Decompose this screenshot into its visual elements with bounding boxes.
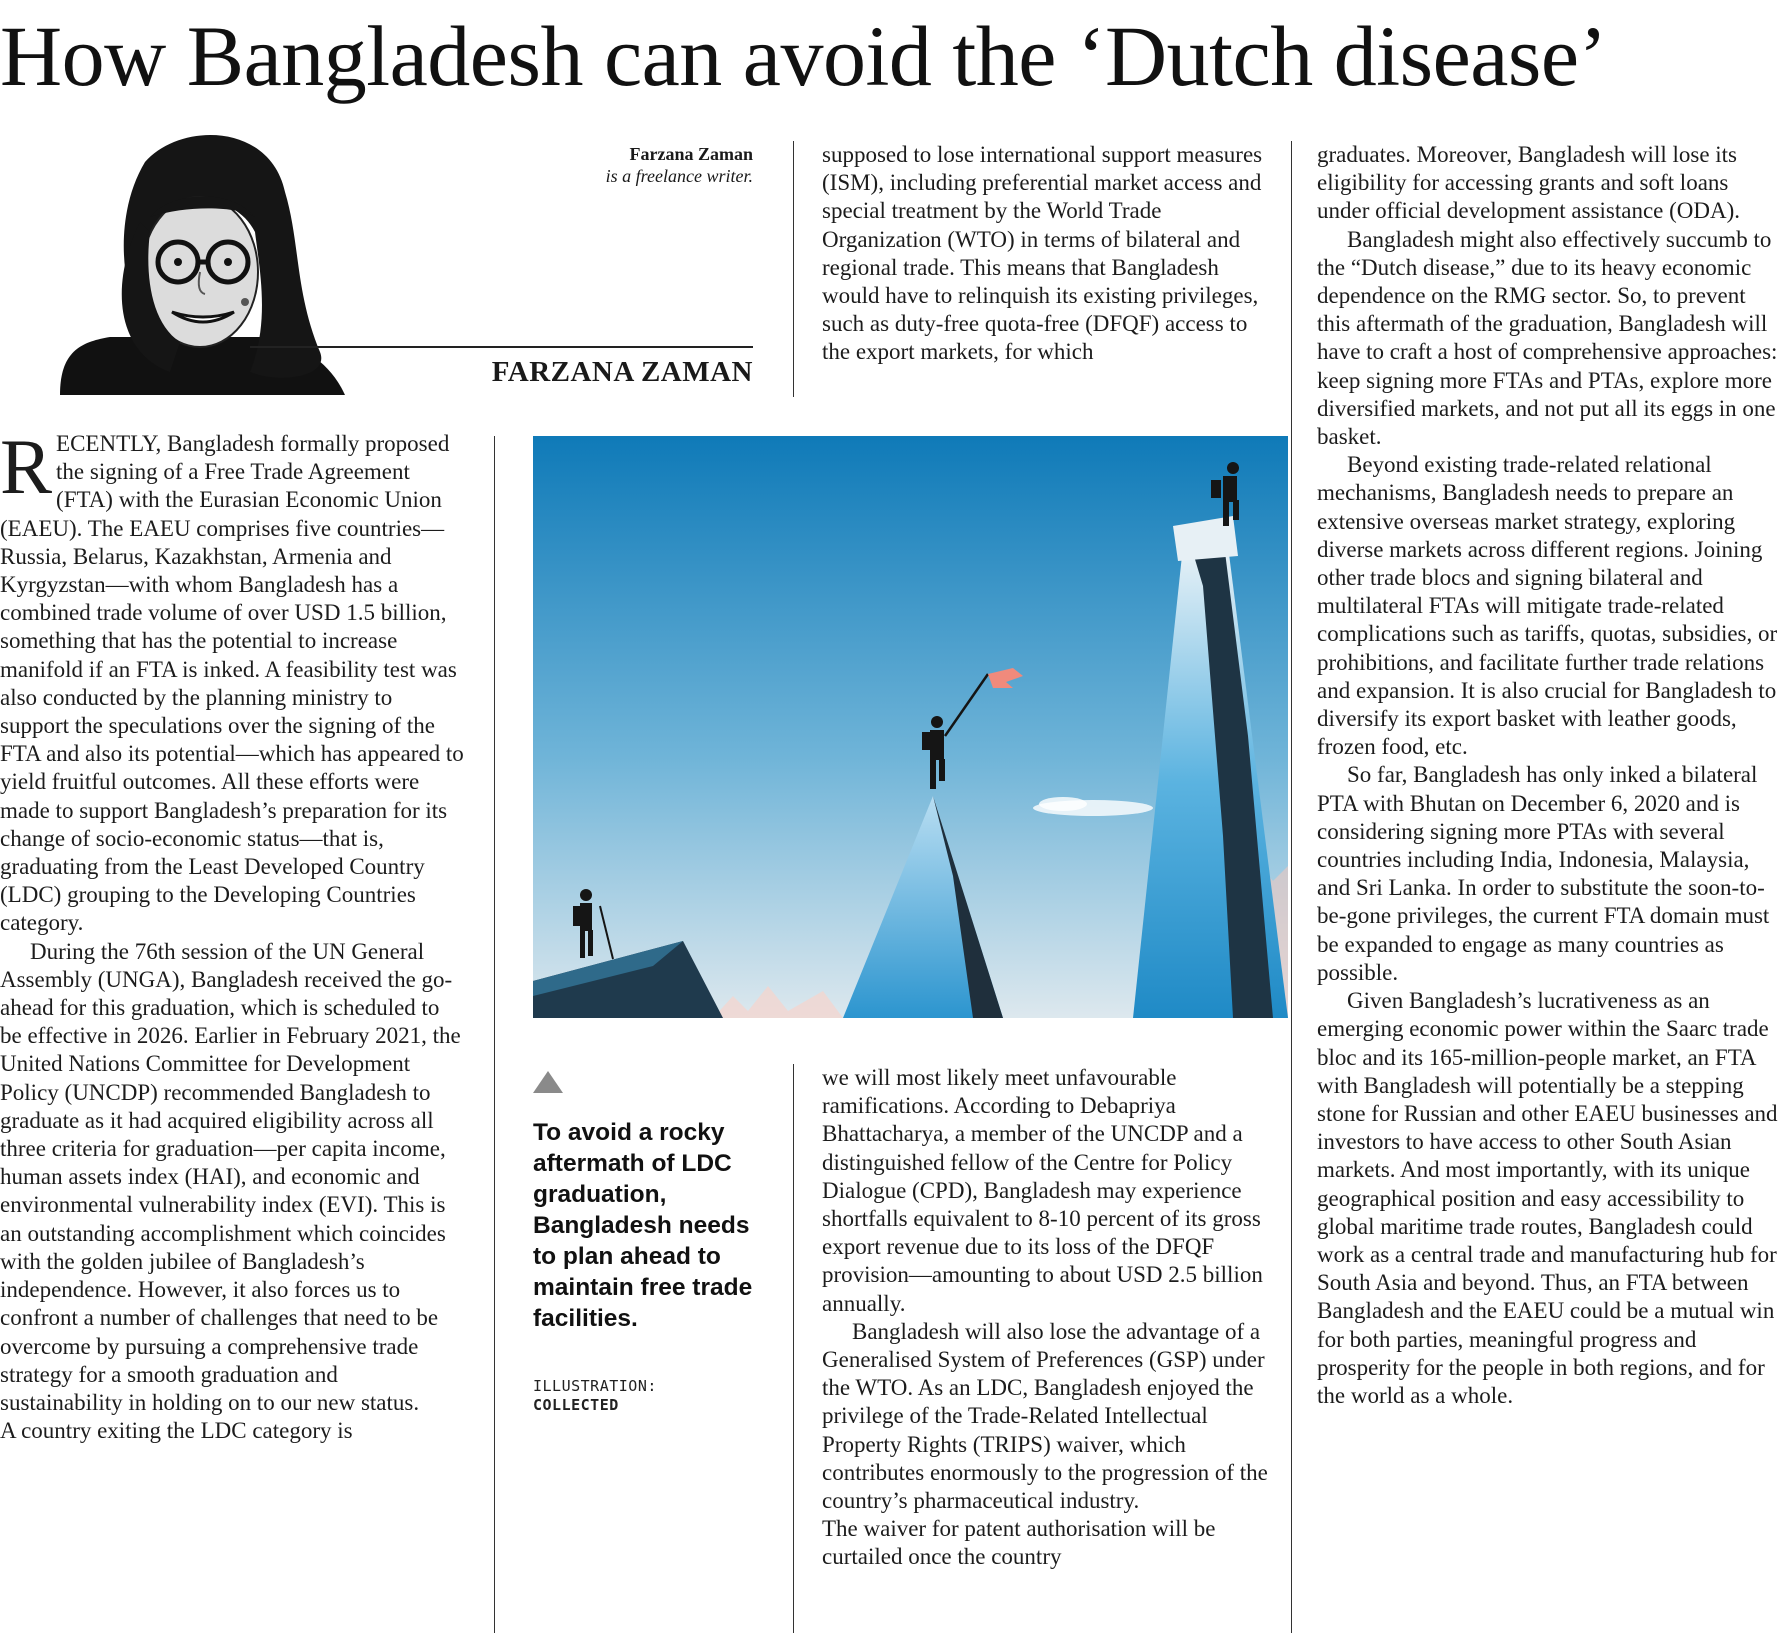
author-info xyxy=(440,143,753,187)
credit-label: ILLUSTRATION: xyxy=(533,1377,657,1395)
author-role: is a freelance writer. xyxy=(605,166,753,186)
article-column-3 xyxy=(1317,141,1779,1410)
byline-divider xyxy=(250,346,753,348)
article-column-2-bottom xyxy=(822,1064,1284,1572)
article-column-1 xyxy=(0,423,466,1445)
article-column-2-top xyxy=(822,141,1267,367)
author-name: Farzana Zaman xyxy=(629,144,753,164)
illustration-mountain-climbers xyxy=(533,436,1288,1018)
column-divider xyxy=(1291,141,1292,1633)
column-divider xyxy=(494,436,495,1633)
paragraph: Bangladesh might also effectively succumb to the “Dutch disease,” due to its heavy economic dependence on the RMG sector. So, to prevent this aftermath of the graduation, Bangladesh will have to craft a host of comprehensive approaches: keep signing more FTAs and PTAs, explore more diversified markets, and not put all its eggs in one basket. xyxy=(1317,226,1778,450)
paragraph: graduates. Moreover, Bangladesh will lose its eligibility for accessing grants and soft loans under official development assistance (ODA). xyxy=(1317,142,1741,224)
column-divider xyxy=(793,1064,794,1633)
paragraph: Beyond existing trade-related relational mechanisms, Bangladesh needs to prepare an extensive overseas market strategy, exploring diverse markets across different regions. Joining other trade blocs and signing bilateral and multilateral FTAs will mitigate trade-related complications such as tariffs, quotas, subsidies, or prohibitions, and facilitate further trade relations and expansion. It is also crucial for Bangladesh to diversify its export basket with leather goods, frozen food, etc. xyxy=(1317,452,1778,760)
paragraph xyxy=(0,423,466,938)
pull-quote: To avoid a rocky aftermath of LDC graduation, Bangladesh needs to plan ahead to maintain free trade facilities. xyxy=(533,1119,753,1332)
paragraph: Given Bangladesh’s lucrativeness as an emerging economic power within the Saarc trade bloc and its 165-million-people market, an FTA with Bangladesh will potentially be a stepping stone for Russian and other EAEU businesses and investors to have access to other South Asian markets. And most importantly, with its unique geographical position and easy accessibility to global maritime trade routes, Bangladesh could work as a central trade and manufacturing hub for South Asia and beyond. Thus, an FTA between Bangladesh and the EAEU could be a mutual win for both parties, meaningful progress and prosperity for the people in both regions, and for the world as a whole. xyxy=(1317,988,1778,1408)
paragraph: During the 76th session of the UN General Assembly (UNGA), Bangladesh received the go-ahead for this graduation, which is scheduled to be effective in 2026. Earlier in February 2021, the United Nations Committee for Development Policy (UNCDP) recommended Bangladesh to graduate as it had acquired eligibility across all three criteria for graduation—per capita income, human assets index (HAI), and economic and environmental vulnerability index (EVI). This is an outstanding accomplishment which coincides with the golden jubilee of Bangladesh’s independence. However, it also forces us to confront a number of challenges that need to be overcome by pursuing a comprehensive trade strategy for a smooth graduation and sustainability in holding on to our new status. xyxy=(0,938,461,1415)
paragraph: Bangladesh will also lose the advantage of a Generalised System of Preferences (GSP) under the WTO. As an LDC, Bangladesh enjoyed the privilege of the Trade-Related Intellectual Property Rights (TRIPS) waiver, which contributes enormously to the progression of the country’s pharmaceutical industry. xyxy=(822,1318,1268,1514)
paragraph: So far, Bangladesh has only inked a bilateral PTA with Bhutan on December 6, 2020 and is considering signing more PTAs with several countries including India, Indonesia, Malaysia, and Sri Lanka. In order to substitute the soon-to-be-gone privileges, the current FTA domain must be expanded to engage as many countries as possible. xyxy=(1317,762,1770,985)
paragraph: The waiver for patent authorisation will be curtailed once the country xyxy=(822,1516,1216,1570)
byline: FARZANA ZAMAN xyxy=(491,356,753,388)
triangle-up-icon xyxy=(533,1071,563,1093)
illustration-credit xyxy=(533,1377,733,1415)
paragraph: we will most likely meet unfavourable ramifications. According to Debapriya Bhattacharya, a member of the UNCDP and a distinguished fellow of the Centre for Policy Dialogue (CPD), Bangladesh may experience shortfalls equivalent to 8-10 percent of its gross export revenue due to its loss of the DFQF provision—amounting to about USD 2.5 billion annually. xyxy=(822,1065,1263,1316)
paragraph-text: ECENTLY, Bangladesh formally proposed the signing of a Free Trade Agreement (FTA) with the Eurasian Economic Union (EAEU). The EAEU comprises five countries—Russia, Belarus, Kazakhstan, Armenia and Kyrgyzstan—with whom Bangladesh has a combined trade volume of over USD 1.5 billion, something that has the potential to increase manifold if an FTA is inked. A feasibility test was also conducted by the planning ministry to support the speculations over the signing of the FTA and also its potential—which has appeared to yield fruitful outcomes. All these efforts were made to support Bangladesh’s preparation for its change of socio-economic status—that is, graduating from the Least Developed Country (LDC) grouping to the Developing Countries category. xyxy=(0,431,464,936)
author-portrait xyxy=(0,122,360,395)
headline: How Bangladesh can avoid the ‘Dutch disease’ xyxy=(0,8,1607,104)
drop-cap: R xyxy=(0,423,53,510)
column-divider xyxy=(793,141,794,397)
paragraph: A country exiting the LDC category is xyxy=(0,1418,353,1444)
paragraph: supposed to lose international support measures (ISM), including preferential market access and special treatment by the World Trade Organization (WTO) in terms of bilateral and regional trade. This means that Bangladesh would have to relinquish its existing privileges, such as duty-free quota-free (DFQF) access to the export markets, for which xyxy=(822,142,1263,365)
credit-source: COLLECTED xyxy=(533,1396,619,1414)
